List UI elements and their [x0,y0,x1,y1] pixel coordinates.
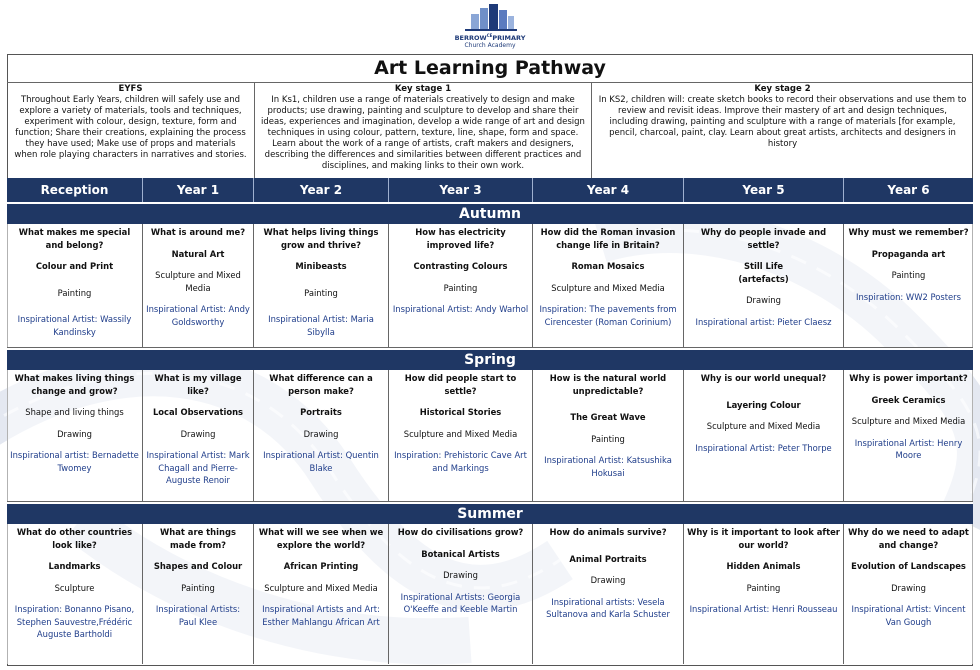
inspiration: Inspiration: The pavements from Cirencester (Roman Corinium) [539,304,677,327]
medium: Drawing [180,428,216,439]
topic: Still Life (artefacts) [738,261,789,284]
topic: African Printing [283,561,359,571]
term-header-autumn: Autumn [7,202,973,224]
stage-text: In Ks1, children use a range of materials creatively to design and make products; use drawing, painting and sculpture to develop and share their ideas, experiences and imagination, develop a wide range of art and design techniques in using colour, pattern, texture, line, shape, form and space. Learn about the work of a range of artists, craft makers and designers, describing the differences and similarities between different practices and disciplines, and making links to their own work. [261,95,585,171]
enquiry-question: What is my village like? [154,373,242,396]
medium: Painting [304,287,338,298]
lesson-cell [684,370,844,502]
medium: Sculpture and Mixed Media [155,270,241,293]
enquiry-question: What helps living things grow and thrive? [263,227,379,250]
inspiration: Inspirational Artist: Peter Thorpe [695,442,832,453]
topic: Shapes and Colour [153,561,243,571]
lesson-cell [143,370,254,502]
medium: Sculpture [54,582,95,593]
topic: Portraits [300,407,342,417]
topic: Contrasting Colours [413,261,508,271]
building-icon [459,2,521,32]
topic: Hidden Animals [726,561,801,571]
topic: Shape and living things [25,407,124,417]
inspiration: Inspirational Artists: Georgia O'Keeffe and Keeble Martin [400,591,521,614]
lesson-cell [844,224,973,348]
topic: Evolution of Landscapes [851,561,966,571]
lesson-cell [389,370,533,502]
enquiry-question: Why do people invade and settle? [700,227,827,250]
lesson-cell [143,224,254,348]
inspiration: Inspirational Artists: Paul Klee [155,604,241,627]
enquiry-question: How is the natural world unpredictable? [549,373,667,396]
enquiry-question: What difference can a person make? [269,373,373,396]
year-header: Year 1 [143,178,254,202]
medium: Sculpture and Mixed Media [706,421,821,431]
stage-heading: Key stage 1 [394,84,452,94]
year-header: Year 4 [533,178,684,202]
medium: Painting [591,433,625,444]
stage-text: Throughout Early Years, children will safely use and explore a variety of materials, tools and techniques, experiment with colour, design, texture, form and function; Share their creations, explaining the process they have used; Make use of props and materials when role playing characters in narratives and stories. [14,95,247,160]
medium: Painting [181,582,215,593]
lesson-cell [7,524,143,664]
enquiry-question: What will we see when we explore the world? [258,527,384,550]
topic: Layering Colour [726,399,801,410]
year-header-row [7,178,973,202]
topic: Natural Art [171,248,225,259]
inspiration: Inspirational Artist: Vincent Van Gough [851,604,966,627]
enquiry-question: Why is it important to look after our world? [687,527,840,550]
stage-heading: EYFS [118,84,143,94]
enquiry-question: How do civilisations grow? [397,527,524,537]
medium: Sculpture and Mixed Media [264,582,378,593]
term-row-summer [7,524,973,664]
enquiry-question: How do animals survive? [549,527,667,537]
term-header-summer: Summer [7,502,973,524]
topic: Greek Ceramics [871,394,946,405]
enquiry-question: Why is power important? [849,373,968,383]
lesson-cell [7,224,143,348]
enquiry-question: How has electricity improved life? [415,227,506,250]
topic: Minibeasts [295,261,347,271]
medium: Drawing [303,428,339,439]
stage-ks1 [254,82,591,178]
lesson-cell [254,370,389,502]
medium: Drawing [891,582,926,593]
medium: Drawing [57,428,92,439]
medium: Painting [746,582,781,593]
inspiration: Inspirational Artist: Andy Warhol [392,304,529,314]
logo-subtitle: Church Academy [464,42,516,50]
year-header: Year 5 [684,178,844,202]
topic: Animal Portraits [569,553,647,564]
lesson-cell [254,224,389,348]
topic: Landmarks [48,561,101,571]
medium: Drawing [443,570,478,580]
topic: Colour and Print [35,261,114,271]
enquiry-question: Why is our world unequal? [700,373,827,383]
logo-name: $BERROW^{CE}PRIMARY$ [454,33,526,43]
medium: Sculpture and Mixed Media [403,428,518,439]
inspiration: Inspirational Artist: Henry Moore [854,437,963,460]
enquiry-question: How did people start to settle? [404,373,517,396]
lesson-cell [684,224,844,348]
lesson-cell [389,524,533,664]
lesson-cell [533,370,684,502]
term-row-autumn [7,224,973,348]
inspiration: Inspirational artist: Bernadette Twomey [10,450,139,473]
inspiration: Inspirational Artists and Art: Esther Mahlangu African Art [262,604,380,627]
lesson-cell [844,524,973,664]
inspiration: Inspirational artists: Vesela Sultanova and Karla Schuster [546,596,670,619]
inspiration: Inspirational Artist: Mark Chagall and Pierre-Auguste Renoir [146,450,250,485]
lesson-cell [254,524,389,664]
inspiration: Inspirational Artist: Maria Sibylla [268,314,374,337]
lesson-cell [389,224,533,348]
enquiry-question: Why must we remember? [848,227,969,237]
stage-text: In KS2, children will: create sketch books to record their observations and use them to review and revisit ideas. Improve their mastery of art and design techniques, including drawing, painting and sculpture with a range of materials [for example, pencil, charcoal, paint, clay. Learn about great artists, architects and designers in history [598,95,967,149]
inspiration: Inspirational artist: Pieter Claesz [695,316,832,327]
year-header: Year 3 [389,178,533,202]
medium: Painting [443,282,478,293]
lesson-cell [143,524,254,664]
inspiration: Inspirational Artist: Henri Rousseau [689,604,838,614]
lesson-cell [533,524,684,664]
inspiration: Inspirational Artist: Katsushika Hokusai [544,455,672,478]
stage-heading: Key stage 2 [754,84,811,94]
medium: Painting [891,270,926,280]
lesson-cell [844,370,973,502]
term-row-spring [7,370,973,502]
inspiration: Inspirational Artist: Quentin Blake [263,450,379,473]
inspiration: Inspirational Artist: Andy Goldsworthy [146,304,250,327]
stage-ks2 [591,82,973,178]
lesson-cell [684,524,844,664]
enquiry-question: What do other countries look like? [16,527,133,550]
topic: The Great Wave [570,412,646,422]
enquiry-question: What is around me? [150,227,246,237]
year-header: Reception [7,178,143,202]
medium: Sculpture and Mixed Media [851,416,966,426]
topic: Botanical Artists [421,548,500,559]
lesson-cell [7,370,143,502]
school-logo [450,2,530,52]
inspiration: Inspiration: WW2 Posters [856,291,961,302]
medium: Sculpture and Mixed Media [551,282,665,293]
topic: Propaganda art [871,248,946,259]
topic: Roman Mosaics [571,261,645,271]
medium: Drawing [590,575,626,585]
topic: Historical Stories [419,407,502,417]
inspiration: Inspirational Artist: Wassily Kandinsky [17,314,132,337]
inspiration: Inspiration: Bonanno Pisano, Stephen Sauvestre,Frédéric Auguste Bartholdi [14,604,135,639]
page-title: Art Learning Pathway [374,57,606,79]
term-header-spring: Spring [7,348,973,370]
enquiry-question: How did the Roman invasion change life in Britain? [540,227,676,250]
medium: Drawing [746,295,781,305]
enquiry-question: What makes living things change and grow? [14,373,135,396]
year-header: Year 6 [887,183,930,197]
inspiration: Inspiration: Prehistoric Cave Art and Markings [394,450,527,473]
lesson-cell [533,224,684,348]
year-header: Year 2 [254,178,389,202]
stage-eyfs [7,82,254,178]
enquiry-question: What makes me special and belong? [18,227,131,250]
medium: Painting [57,287,92,298]
topic: Local Observations [152,407,244,417]
enquiry-question: Why do we need to adapt and change? [848,527,969,550]
enquiry-question: What are things made from? [160,527,236,550]
